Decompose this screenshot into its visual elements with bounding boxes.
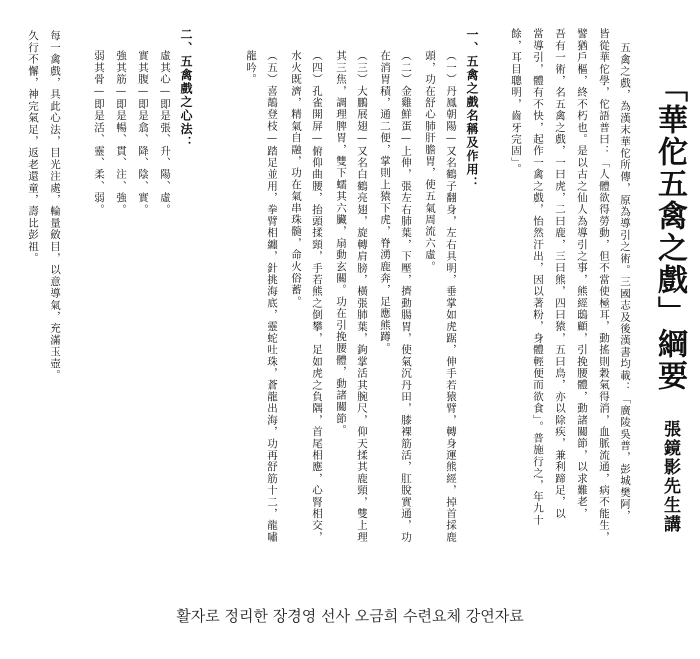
document-title: 「華佗五禽之戲」綱要 bbox=[652, 72, 687, 392]
document-author: 張鏡影先生講 bbox=[660, 420, 680, 534]
section2-item: 強其筋—即是暢、貫、注、強。 bbox=[115, 50, 127, 216]
section1-item: 頭，功在舒心肺肝膽胃，使五氣周流六虛。 bbox=[424, 50, 436, 273]
page-caption: 활자로 정리한 장경영 선사 오금희 수련요체 강연자료 bbox=[176, 607, 524, 625]
intro-line: 當導引，體有不快，起作一禽之戲，怡然汗出，因以著粉，身體輕便而欲食」。普施行之，年九十 bbox=[532, 28, 544, 526]
section2-item: 實其腹—即是翕、降、陰、實。 bbox=[137, 50, 149, 216]
section1-heading: 一、五禽之戲名稱及作用： bbox=[465, 28, 479, 190]
section1-item: 水火既濟，精氣自融，功在氣串珠髓，命火俗蓄。 bbox=[290, 50, 302, 308]
section2-item: 弱其骨—即是活、靈、柔、弱。 bbox=[93, 50, 105, 216]
intro-line: 五禽之戲，為漢末華佗所傳，原為導引之術。三國志及後漢書均載：「廣陵吳普，彭城樊阿， bbox=[619, 42, 631, 522]
section1-item: 龍吟。 bbox=[245, 50, 257, 86]
section1-item: 在消胃積，通二便，掌則上猿下虎，脊湧鹿奔，足應熊蹲。 bbox=[379, 50, 391, 355]
intro-line: 吾有一術，名五禽之戲，一曰虎，二曰鹿，三曰熊，四曰猿，五曰鳥，亦以除疾，兼利蹄足，以 bbox=[554, 28, 566, 520]
section1-item: （四）孔雀開屏—俯仰曲腰，抬頭揉頸，手若熊之倒攀，足如虎之負隅，首尾相應，心腎相交， bbox=[311, 50, 323, 543]
section1-item: （五）喜鵲登枝—踏足並用，拳臂相纏，針挑海底，靈蛇吐珠，蒼龍出海，功再舒筋十二，龍嘯 bbox=[266, 50, 278, 543]
intro-line: 譬猶戶樞，終不朽也。是以古之仙人為導引之事，熊經鴟顧，引挽腰體，動諸關節，以求難老， bbox=[576, 28, 588, 520]
intro-line: 皆從華佗學，佗語普曰：「人體欲得勞動，但不當使極耳，動搖則穀氣得消，血脈流通，病不能生， bbox=[598, 28, 610, 543]
section1-item: （一）丹鳳朝陽—又名鶴子翻身，左右具明，垂掌如虎踞，伸手若猿臂，轉身運熊經，掉首採鹿 bbox=[445, 50, 457, 543]
section1-item: （二）金雞鮮蛋—上伸，張左右肺葉，下壓，擠動腸胃，使氣沉丹田，膝裸筋活，肛脫實通，功 bbox=[400, 50, 412, 543]
section2-item: 久行不懈，神完氣足，返老還童，壽比彭祖。 bbox=[27, 30, 39, 264]
section2-item: 每一禽戲，具此心法，目光注處，輪量斂目，以意導氣，充滿玉壺。 bbox=[49, 30, 61, 381]
section1-item: （三）大鵬展翅—又名白鶴亮翅，旋轉肩膀，橫張肺葉，鉤掌活其腕尺，仰天揉其鹿頸，雙上理 bbox=[356, 50, 368, 543]
intro-line: 餘，耳目聰明，齒牙完固」。 bbox=[510, 28, 522, 175]
section2-item: 虛其心—即是張、升、陽、虛。 bbox=[159, 50, 171, 216]
section1-item: 其三焦，調理脾胃，雙下蠕其六臟，扇動玄關。功在引挽腰體，動諸關節。 bbox=[335, 50, 347, 437]
section2-heading: 二、五禽戲之心法： bbox=[179, 28, 193, 150]
